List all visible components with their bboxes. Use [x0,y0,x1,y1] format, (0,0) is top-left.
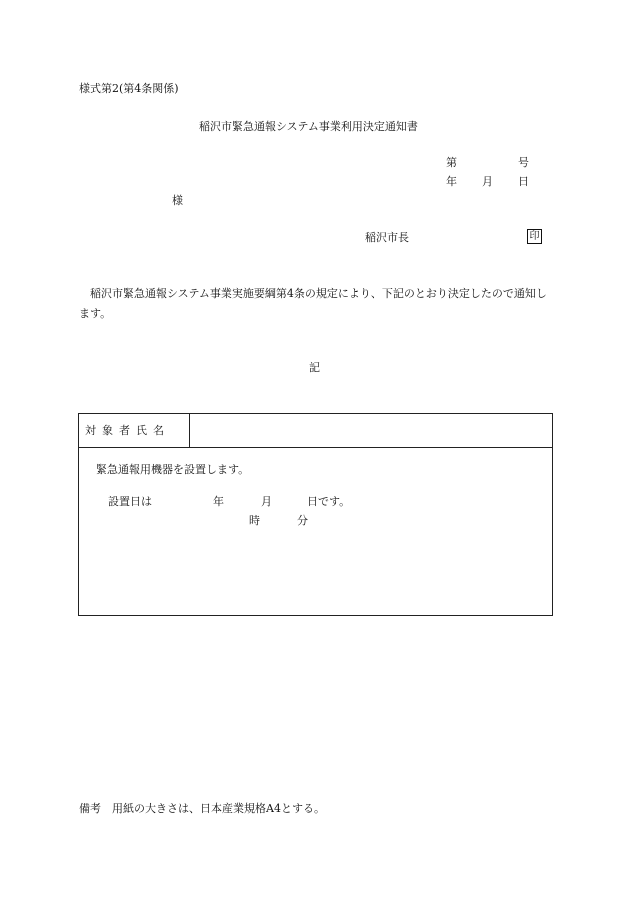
addressee-honorific: 様 [172,194,183,207]
issuer-name: 稲沢市長 [365,231,409,244]
install-date-prefix: 設置日は [108,495,152,508]
date-day-label: 日 [518,175,529,188]
form-id: 様式第2(第4条関係) [79,82,179,95]
seal-stamp: 印 [527,229,542,244]
install-year-label: 年 [213,495,224,508]
date-month-label: 月 [482,175,493,188]
install-day-label: 日です。 [307,495,351,508]
install-notice: 緊急通報用機器を設置します。 [96,463,250,476]
name-row [79,414,552,448]
remark-note: 備考 用紙の大きさは、日本産業規格A4とする。 [79,802,325,815]
document-title: 稲沢市緊急通報システム事業利用決定通知書 [199,120,418,133]
name-label: 対象者氏名 [79,414,190,447]
install-hour-label: 時 [249,514,260,527]
doc-number-prefix: 第 [446,156,457,169]
install-minute-label: 分 [297,514,308,527]
details-table [78,413,553,616]
notice-body: 稲沢市緊急通報システム事業実施要綱第4条の規定により、下記のとおり決定したので通知します。 [79,287,547,320]
ki-heading: 記 [309,361,320,374]
doc-number-suffix: 号 [518,156,529,169]
install-month-label: 月 [261,495,272,508]
date-year-label: 年 [446,175,457,188]
